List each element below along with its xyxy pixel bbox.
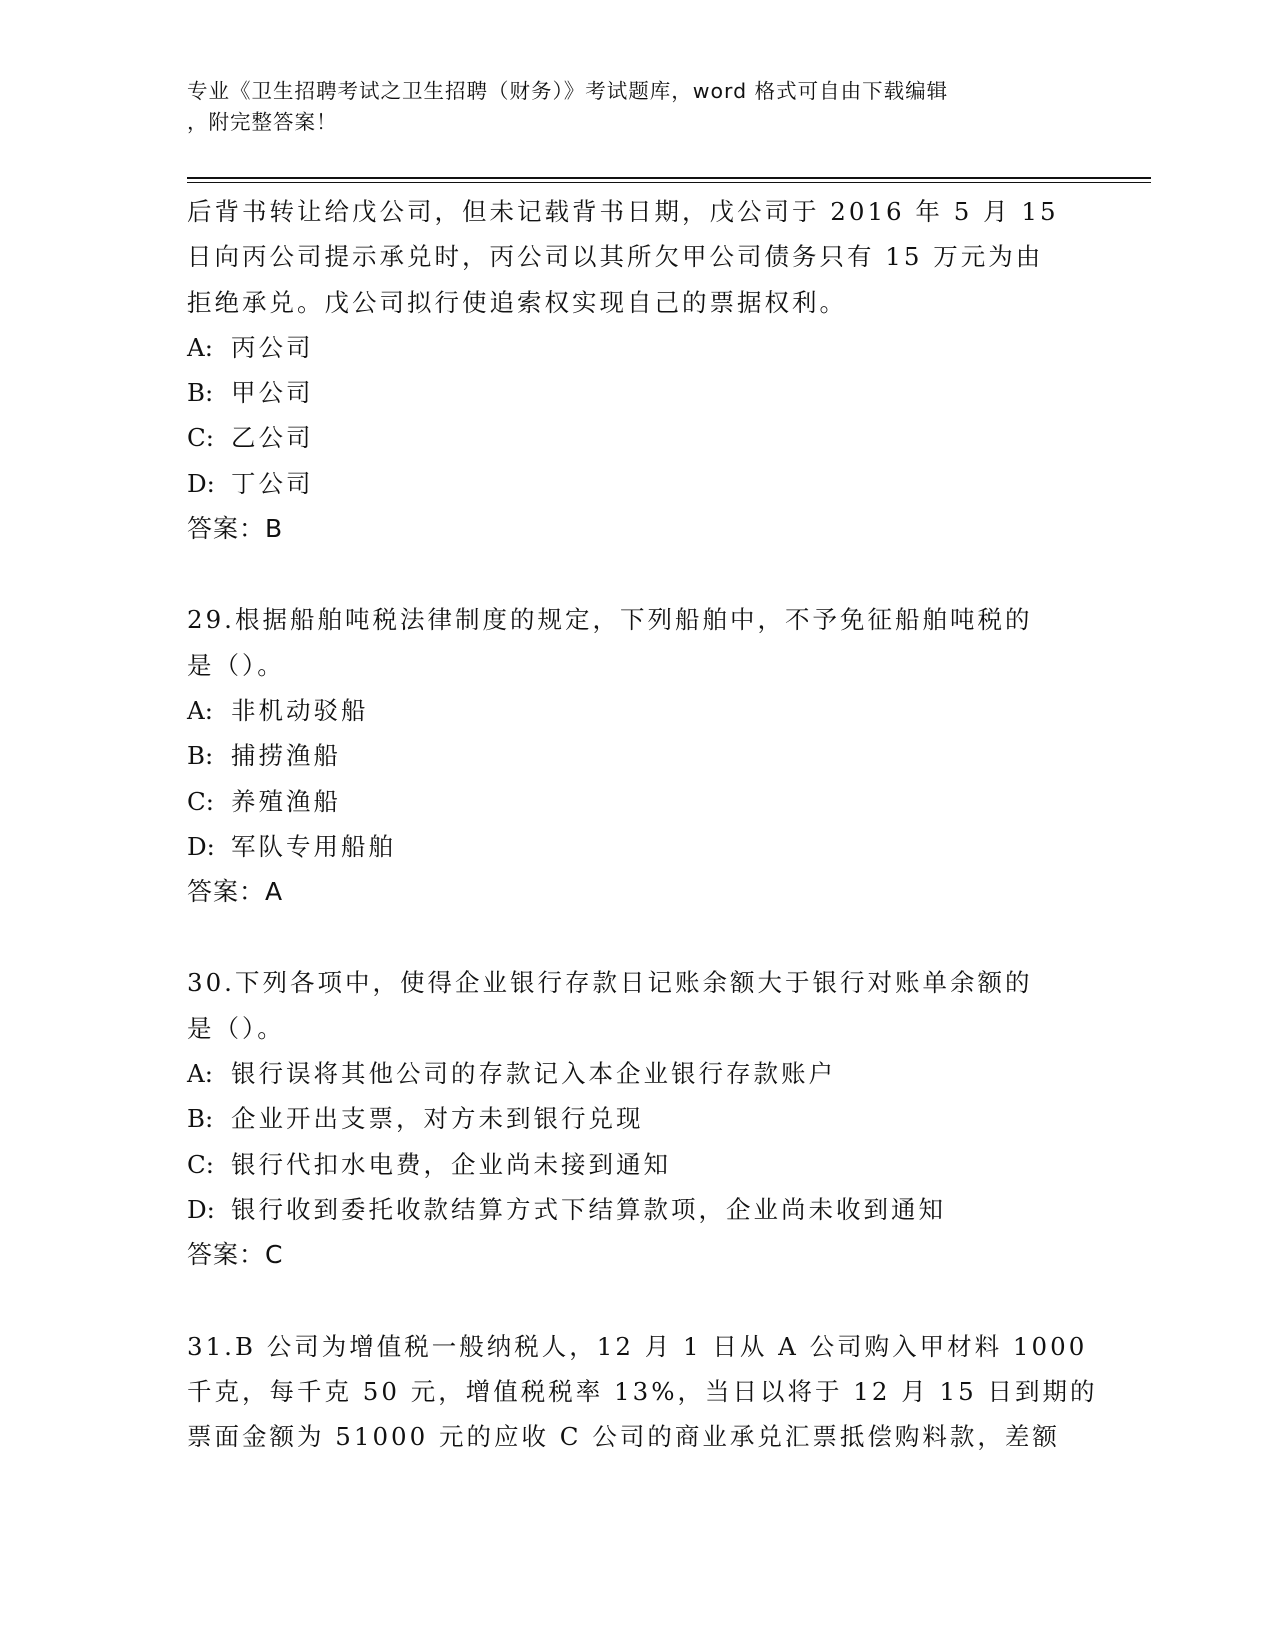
option-text: 银行代扣水电费，企业尚未接到通知 [231, 1149, 671, 1179]
question-30 [187, 960, 1087, 1277]
option-label: A: [187, 695, 213, 725]
question-spacer [187, 551, 1087, 597]
answer-line: 答案：C [187, 1240, 284, 1270]
option-text: 甲公司 [231, 378, 314, 408]
option-label: A: [187, 1059, 213, 1089]
option-d [187, 824, 1087, 869]
option-a [187, 325, 1087, 370]
option-text: 军队专用船舶 [231, 831, 396, 861]
question-spacer [187, 1278, 1087, 1324]
option-text: 企业开出支票，对方未到银行兑现 [231, 1104, 644, 1134]
option-label: C: [187, 786, 215, 816]
option-a [187, 1051, 1087, 1096]
option-text: 非机动驳船 [231, 695, 369, 725]
option-label: B: [187, 741, 214, 771]
option-a [187, 688, 1087, 733]
option-label: C: [187, 423, 215, 453]
option-b [187, 1096, 1087, 1141]
option-label: D: [187, 1194, 215, 1224]
option-label: C: [187, 1149, 215, 1179]
header-line-2: ，附完整答案！ [187, 110, 338, 134]
answer-line: 答案：B [187, 514, 284, 544]
option-label: A: [187, 332, 213, 362]
option-b [187, 733, 1087, 778]
option-text: 银行误将其他公司的存款记入本企业银行存款账户 [231, 1059, 836, 1089]
question-text-line: 日向丙公司提示承兑时，丙公司以其所欠甲公司债务只有 15 万元为由 [187, 242, 1044, 272]
option-d [187, 461, 1087, 506]
document-body [187, 189, 1098, 1459]
page-header [187, 76, 1087, 138]
option-text: 捕捞渔船 [231, 741, 341, 771]
option-label: D: [187, 831, 215, 861]
question-text-line: 31.B 公司为增值税一般纳税人，12 月 1 日从 A 公司购入甲材料 1000 [187, 1331, 1088, 1361]
question-text-line: 是（）。 [187, 1013, 285, 1043]
option-label: B: [187, 378, 214, 408]
question-28 [187, 189, 1087, 551]
answer-line: 答案：A [187, 877, 284, 907]
option-c [187, 1142, 1087, 1187]
question-text-line: 后背书转让给戊公司，但未记载背书日期，戊公司于 2016 年 5 月 15 [187, 197, 1059, 226]
question-29 [187, 597, 1087, 914]
option-text: 丙公司 [231, 332, 314, 362]
option-b [187, 370, 1087, 415]
header-line-1: 专业《卫生招聘考试之卫生招聘（财务）》考试题库，word 格式可自由下载编辑 [187, 79, 949, 103]
question-text-line: 拒绝承兑。戊公司拟行使追索权实现自己的票据权利。 [187, 287, 847, 317]
question-text-line: 29.根据船舶吨税法律制度的规定，下列船舶中，不予免征船舶吨税的 [187, 605, 1033, 635]
question-text-line: 票面金额为 51000 元的应收 C 公司的商业承兑汇票抵偿购料款，差额 [187, 1422, 1060, 1452]
option-text: 银行收到委托收款结算方式下结算款项，企业尚未收到通知 [231, 1194, 946, 1224]
option-label: B: [187, 1104, 214, 1134]
option-d [187, 1187, 1087, 1232]
header-rule-thick [187, 177, 1151, 179]
option-c [187, 415, 1087, 460]
question-31 [187, 1324, 1098, 1460]
option-text: 丁公司 [231, 468, 314, 498]
question-spacer [187, 914, 1087, 960]
header-rule-thin [187, 182, 1151, 183]
option-c [187, 779, 1087, 824]
option-label: D: [187, 468, 215, 498]
option-text: 养殖渔船 [231, 786, 341, 816]
question-text-line: 是（）。 [187, 650, 285, 680]
option-text: 乙公司 [231, 423, 314, 453]
question-text-line: 30.下列各项中，使得企业银行存款日记账余额大于银行对账单余额的 [187, 968, 1033, 998]
question-text-line: 千克，每千克 50 元，增值税税率 13%，当日以将于 12 月 15 日到期的 [187, 1376, 1098, 1406]
